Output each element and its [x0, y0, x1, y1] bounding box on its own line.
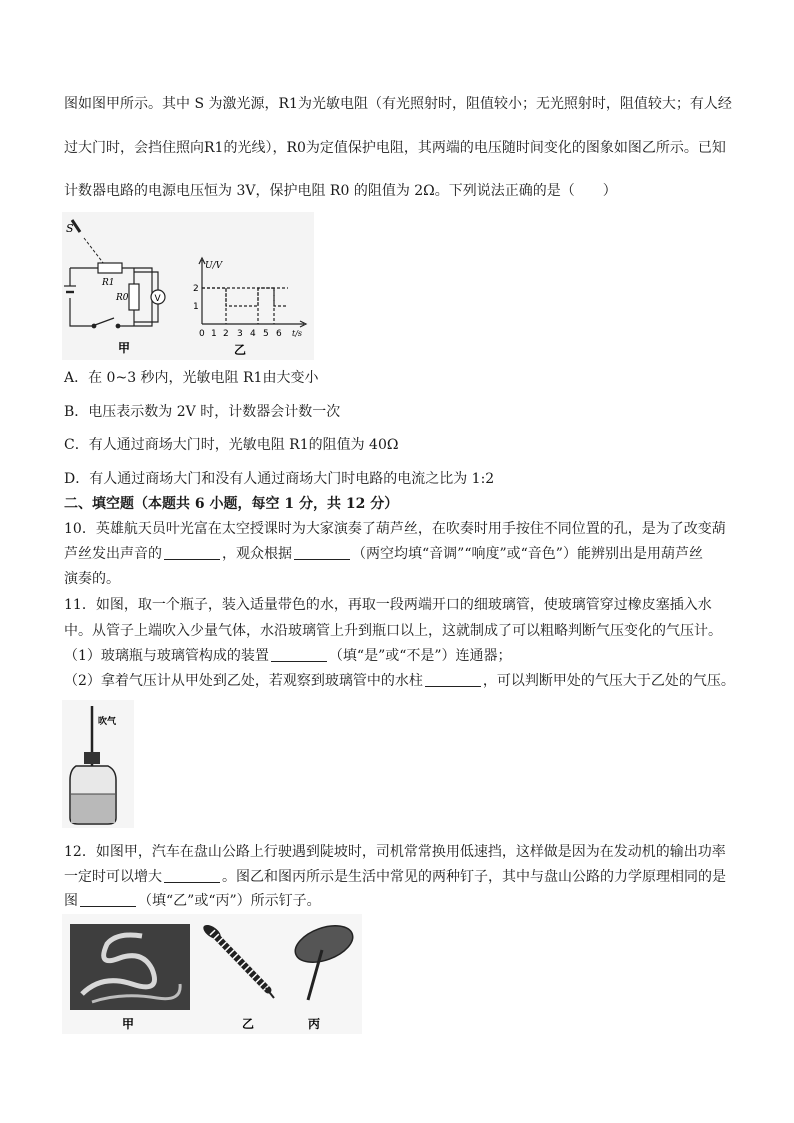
q9-line-3: 计数器电路的电源电压恒为 3V，保护电阻 R0 的阻值为 2Ω。下列说法正确的是（ ）	[64, 183, 617, 199]
rubber-stopper	[84, 752, 100, 764]
q10-line-1: 10．英雄航天员叶光富在太空授课时为大家演奏了葫芦丝，在吹奏时用手按住不同位置的孔，是为了改变葫	[64, 521, 726, 537]
q11-part-1-text-a: （1）玻璃瓶与玻璃管构成的装置	[64, 648, 269, 664]
label-jia: 甲	[122, 1017, 135, 1031]
label-jia: 甲	[118, 341, 131, 355]
q9-option-b: B．电压表示数为 2V 时，计数器会计数一次	[64, 404, 341, 420]
q9-line-2: 过大门时，会挡住照向R1的光线），R0为定值保护电阻，其两端的电压随时间变化的图象如图乙所示。已知	[64, 140, 726, 156]
label-blow-air: 吹气	[98, 717, 117, 727]
q11-part-2-text-a: （2）拿着气压计从甲处到乙处，若观察到玻璃管中的水柱	[64, 673, 423, 689]
q11-barometer-figure	[62, 700, 134, 828]
q12-text-4: （填“乙”或“丙”）所示钉子。	[138, 893, 321, 909]
q12-text-2: 。图乙和图丙所示是生活中常见的两种钉子，其中与盘山公路的力学原理相同的是	[222, 869, 726, 885]
q10-blank-2[interactable]	[294, 545, 350, 560]
label-r1: R1	[102, 278, 115, 288]
q12-line-2	[64, 867, 726, 887]
q11-part-2	[64, 671, 735, 691]
q12-text-1: 一定时可以增大	[64, 869, 162, 885]
label-v: V	[154, 294, 161, 304]
axis-label-t: t/s	[292, 329, 303, 338]
bottle-water	[71, 794, 115, 823]
q9-option-c: C．有人通过商场大门时，光敏电阻 R1的阻值为 40Ω	[64, 437, 399, 453]
q10-text-1: 芦丝发出声音的	[64, 546, 162, 562]
q12-nails-figure	[62, 914, 362, 1034]
x-tick-2: 2	[223, 329, 229, 339]
q12-blank-1[interactable]	[164, 868, 220, 883]
q9-circuit-and-graph-figure	[62, 212, 314, 360]
mountain-road-photo	[70, 924, 190, 1010]
q11-part-1	[64, 646, 512, 666]
q9-option-d: D．有人通过商场大门和没有人通过商场大门时电路的电流之比为 1:2	[64, 471, 495, 487]
x-tick-3: 3	[237, 329, 243, 339]
label-yi: 乙	[234, 343, 247, 357]
r1-resistor	[98, 263, 122, 273]
q11-part-1-text-b: （填“是”或“不是”）连通器；	[328, 648, 512, 664]
x-tick-0: 0	[199, 329, 205, 339]
q9-option-a: A．在 0~3 秒内，光敏电阻 R1由大变小	[64, 370, 319, 386]
q11-part-2-text-b: ，可以判断甲处的气压大于乙处的气压。	[482, 673, 735, 689]
q9-line-1: 图如图甲所示。其中 S 为激光源，R1为光敏电阻（有光照射时，阻值较小；无光照射时，阻值较大；有人经	[64, 96, 732, 112]
q12-blank-2[interactable]	[80, 892, 136, 907]
q10-line-2	[64, 544, 703, 564]
r0-resistor	[129, 284, 139, 310]
x-tick-6: 6	[276, 329, 282, 339]
q10-text-2: ，观众根据	[222, 546, 292, 562]
x-tick-5: 5	[263, 329, 269, 339]
q11-line-1: 11．如图，取一个瓶子，装入适量带色的水，再取一段两端开口的细玻璃管，使玻璃管穿过橡皮塞插入水	[64, 597, 712, 613]
section-2-heading: 二、填空题（本题共 6 小题，每空 1 分，共 12 分）	[64, 496, 399, 512]
axis-label-u: U/V	[205, 261, 223, 271]
label-bing: 丙	[308, 1017, 321, 1031]
q10-text-3: （两空均填“音调”“响度”或“音色”）能辨别出是用葫芦丝	[352, 546, 703, 562]
q12-text-3: 图	[64, 893, 78, 909]
q11-blank-2[interactable]	[425, 672, 481, 687]
q12-line-3	[64, 891, 321, 911]
label-s: S	[66, 222, 74, 235]
q10-blank-1[interactable]	[164, 545, 220, 560]
q10-line-3: 演奏的。	[64, 571, 120, 587]
y-tick-1: 1	[193, 302, 199, 312]
label-r0: R0	[116, 293, 129, 303]
q11-line-2: 中。从管子上端吹入少量气体，水沿玻璃管上升到瓶口以上，这就制成了可以粗略判断气压变化的气压计。	[64, 623, 722, 639]
x-tick-4: 4	[250, 329, 256, 339]
q11-blank-1[interactable]	[271, 647, 327, 662]
label-yi: 乙	[242, 1017, 255, 1031]
x-tick-1: 1	[211, 329, 217, 339]
y-tick-2: 2	[193, 284, 199, 294]
q12-line-1: 12．如图甲，汽车在盘山公路上行驶遇到陡坡时，司机常常换用低速挡，这样做是因为在发动机的输出功率	[64, 844, 726, 860]
